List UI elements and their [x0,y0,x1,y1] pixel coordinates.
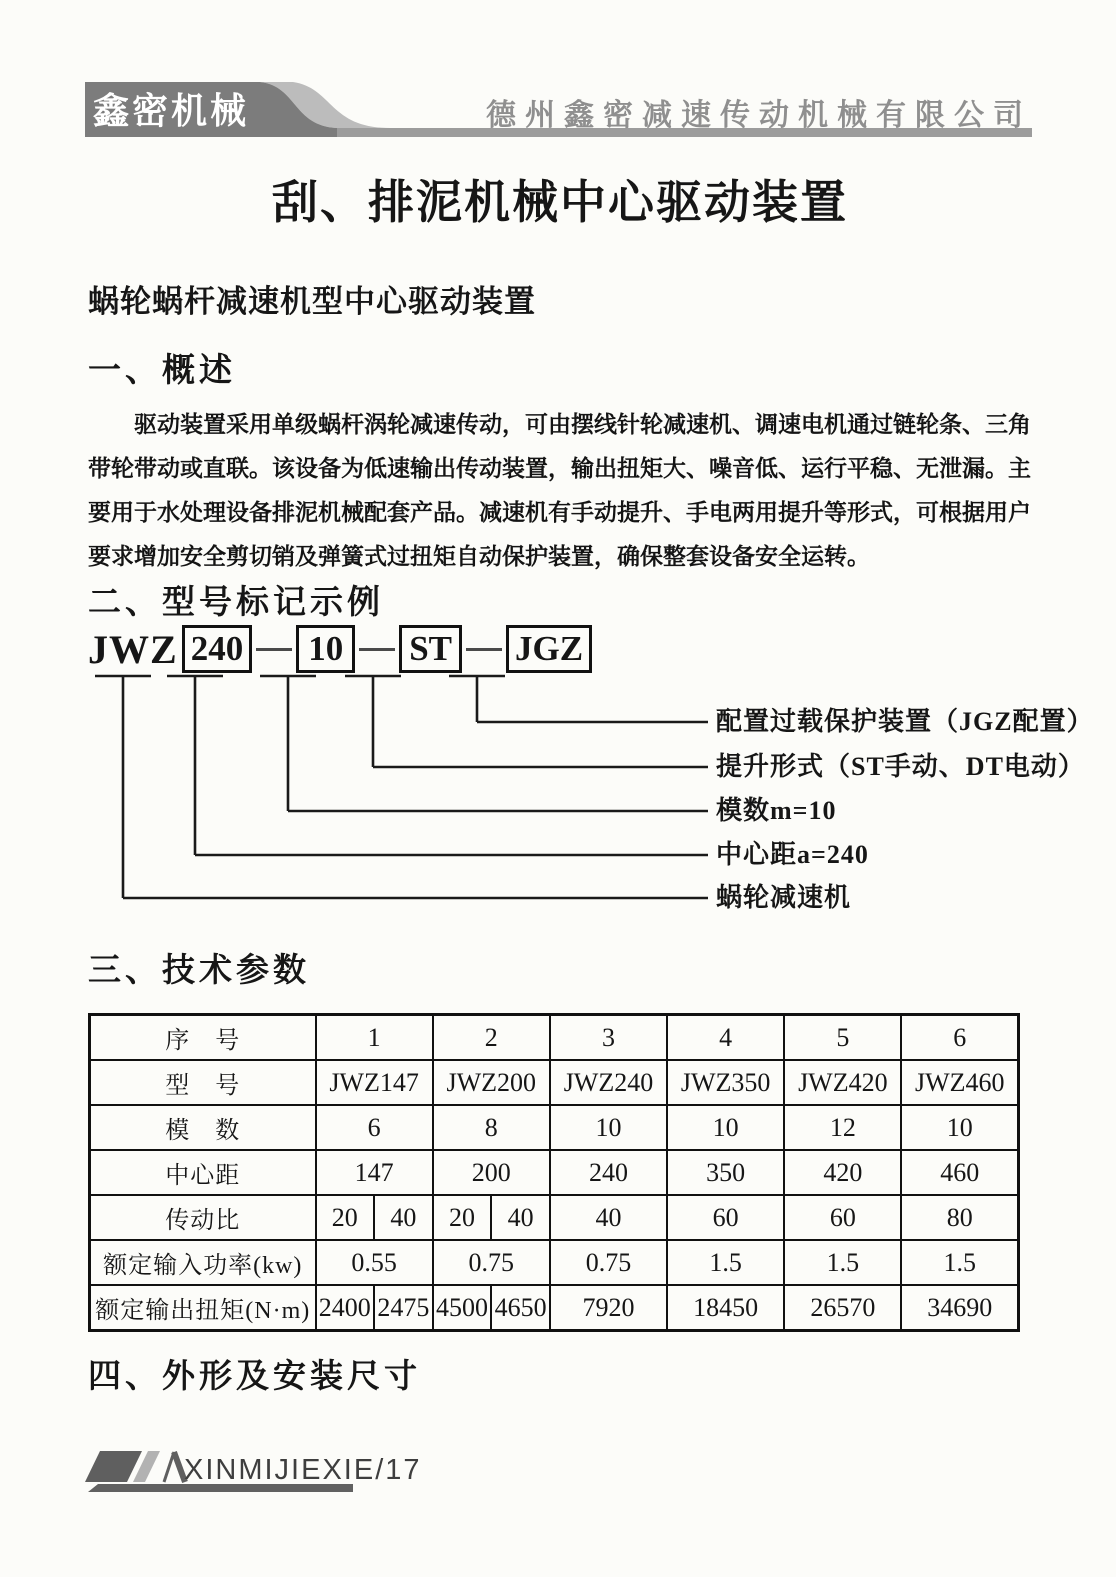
callout-lift-type: 提升形式（ST手动、DT电动） [716,752,1085,781]
dash-connector [359,648,395,651]
cell: 147 [316,1150,433,1195]
cell: 6 [901,1015,1018,1061]
cell: 4 [667,1015,784,1061]
model-box-module: 10 [296,625,355,673]
cell: 10 [550,1105,667,1150]
table-row-serial [90,1015,1019,1061]
footer-brand-text: XINMIJIEXIE/17 [184,1454,422,1486]
cell: 240 [550,1150,667,1195]
row-label: 型 号 [90,1060,316,1105]
dash-connector [466,648,502,651]
model-callout-diagram [88,672,1094,924]
cell: 4650 [491,1285,550,1331]
overview-line: 要求增加安全剪切销及弹簧式过扭矩自动保护装置，确保整套设备安全运转。 [88,543,870,569]
model-box-overload-protection: JGZ [506,625,592,673]
cell: 40 [550,1195,667,1240]
cell: 5 [784,1015,901,1061]
table-row-center-distance [90,1150,1019,1195]
cell: 2400 [316,1285,375,1331]
table-row-model [90,1060,1019,1105]
table-row-input-power [90,1240,1019,1285]
cell: 0.75 [550,1240,667,1285]
cell: 8 [433,1105,550,1150]
cell: 20 [433,1195,492,1240]
row-label: 额定输出扭矩(N·m) [90,1285,316,1331]
row-label: 模 数 [90,1105,316,1150]
cell: 1.5 [784,1240,901,1285]
cell: 1 [316,1015,433,1061]
cell: JWZ460 [901,1060,1018,1105]
table-row-module [90,1105,1019,1150]
callout-overload-protection: 配置过载保护装置（JGZ配置） [716,707,1094,736]
model-designation-row [88,624,593,674]
cell: 200 [433,1150,550,1195]
cell: 40 [374,1195,433,1240]
callout-worm-reducer: 蜗轮减速机 [716,883,852,912]
cell: JWZ200 [433,1060,550,1105]
cell: 2475 [374,1285,433,1331]
cell: 18450 [667,1285,784,1331]
section-heading-tech-params: 三、技术参数 [88,953,310,989]
cell: 350 [667,1150,784,1195]
overview-line: 带轮带动或直联。该设备为低速输出传动装置，输出扭矩大、噪音低、运行平稳、无泄漏。主 [88,455,1031,481]
cell: 420 [784,1150,901,1195]
model-box-center-distance: 240 [182,625,253,673]
row-label: 额定输入功率(kw) [90,1240,316,1285]
cell: 3 [550,1015,667,1061]
cell: JWZ420 [784,1060,901,1105]
cell: 60 [784,1195,901,1240]
section-heading-overview: 一、概述 [88,353,236,389]
company-name: 德州鑫密减速传动机械有限公司 [486,99,1032,132]
page-title: 刮、排泥机械中心驱动装置 [272,177,848,228]
cell: 0.55 [316,1240,433,1285]
spec-table-wrap [88,1013,1020,1332]
row-label: 序 号 [90,1015,316,1061]
company-logo [85,82,257,135]
cell: 80 [901,1195,1018,1240]
section-heading-model-example: 二、型号标记示例 [88,585,384,621]
cell: 10 [667,1105,784,1150]
company-logo-label: 鑫密机械 [92,90,249,131]
cell: 26570 [784,1285,901,1331]
cell: 34690 [901,1285,1018,1331]
technical-parameters-table [88,1013,1020,1332]
cell: 20 [316,1195,375,1240]
overview-line: 驱动装置采用单级蜗杆涡轮减速传动，可由摆线针轮减速机、调速电机通过链轮条、三角 [134,411,1031,437]
callout-center-distance: 中心距a=240 [716,840,869,869]
table-row-ratio [90,1195,1019,1240]
cell: 1.5 [901,1240,1018,1285]
row-label: 传动比 [90,1195,316,1240]
cell: JWZ240 [550,1060,667,1105]
cell: 460 [901,1150,1018,1195]
cell: 10 [901,1105,1018,1150]
cell: 4500 [433,1285,492,1331]
cell: 6 [316,1105,433,1150]
dash-connector [256,648,292,651]
cell: 12 [784,1105,901,1150]
page-subtitle: 蜗轮蜗杆减速机型中心驱动装置 [88,284,536,319]
overview-line: 要用于水处理设备排泥机械配套产品。减速机有手动提升、手电两用提升等形式，可根据用户 [88,499,1031,525]
cell: 0.75 [433,1240,550,1285]
model-prefix: JWZ [88,626,178,672]
table-row-output-torque [90,1285,1019,1331]
overview-paragraph [88,402,1034,578]
cell: 60 [667,1195,784,1240]
cell: 40 [491,1195,550,1240]
cell: JWZ350 [667,1060,784,1105]
cell: 7920 [550,1285,667,1331]
row-label: 中心距 [90,1150,316,1195]
cell: 2 [433,1015,550,1061]
model-box-lift-type: ST [399,625,462,673]
cell: JWZ147 [316,1060,433,1105]
cell: 1.5 [667,1240,784,1285]
section-heading-dimensions: 四、外形及安装尺寸 [88,1359,421,1395]
callout-module: 模数m=10 [716,796,837,825]
